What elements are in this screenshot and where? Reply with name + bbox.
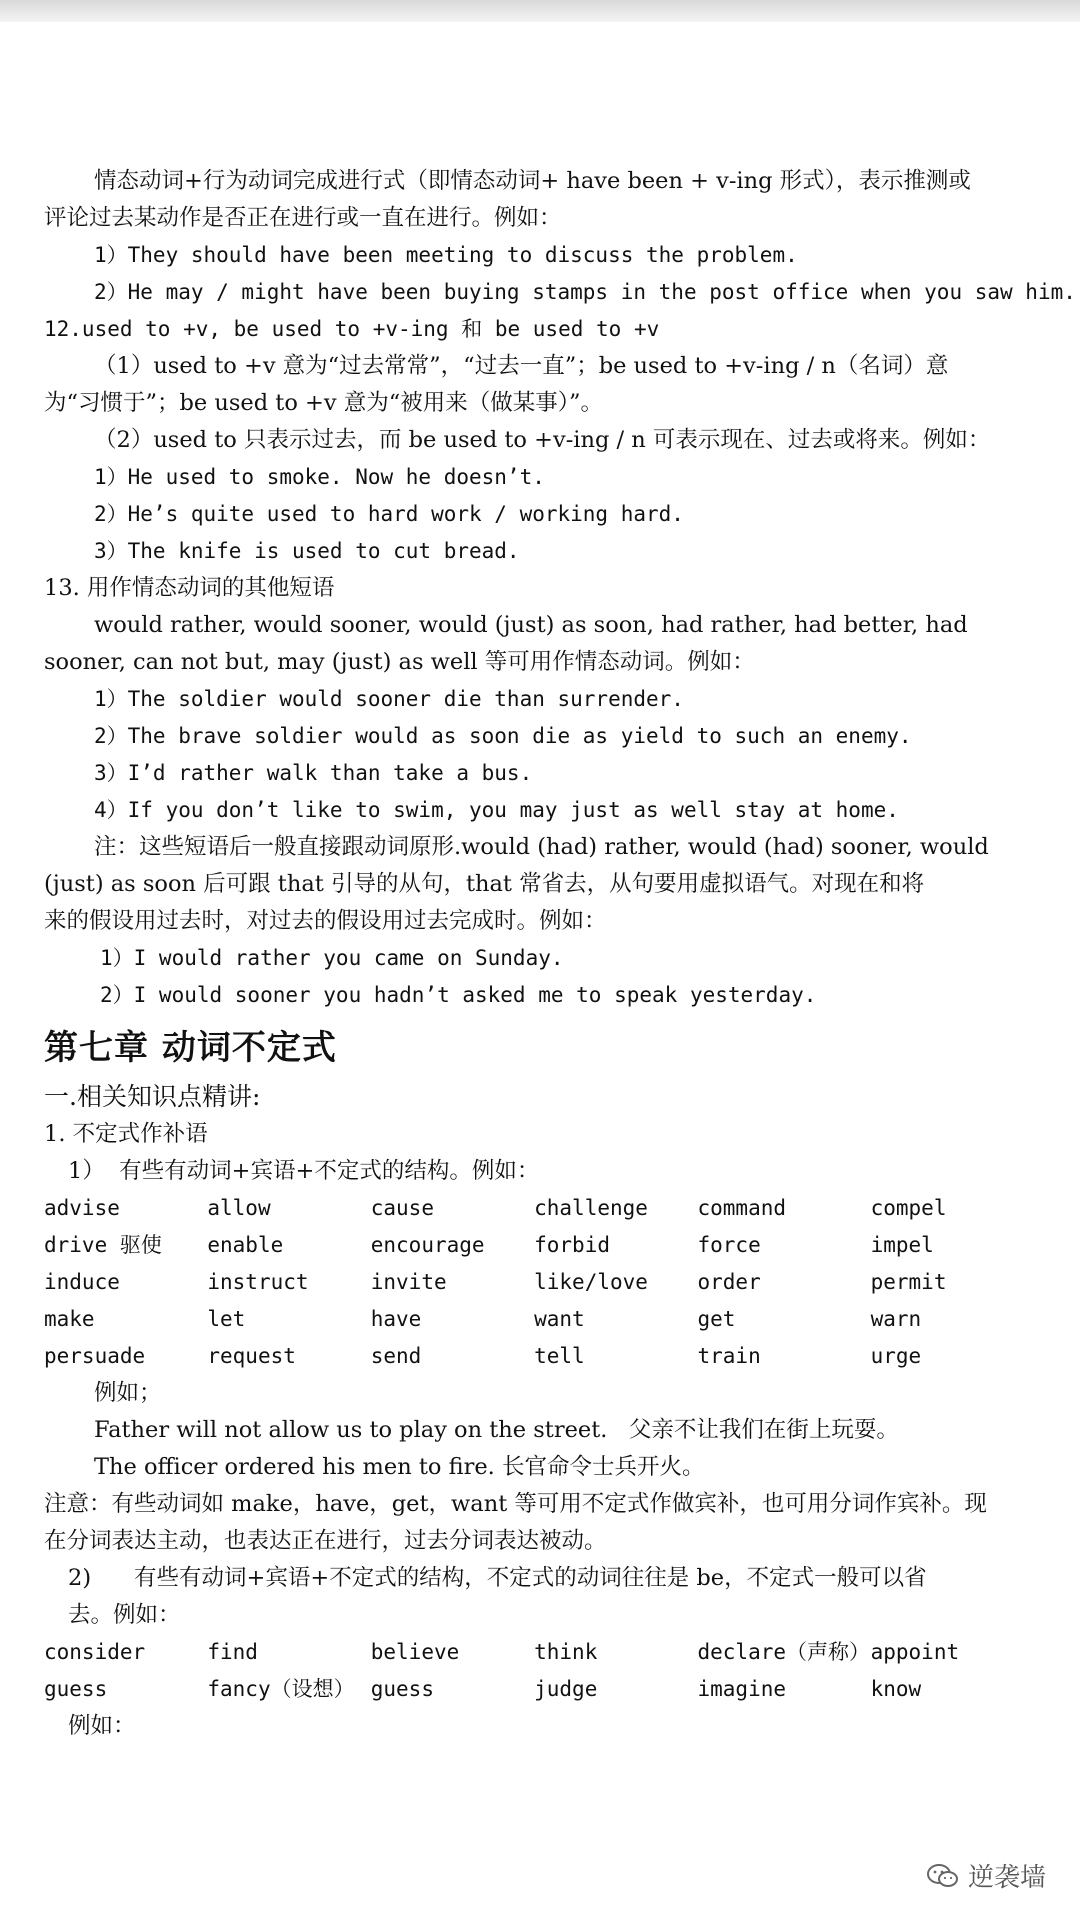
verb-grid-1 — [44, 1190, 1034, 1375]
text-line: 情态动词+行为动词完成进行式（即情态动词+ have been + v-ing 形式），表示推测或 — [94, 168, 971, 194]
text-line: 1）They should have been meeting to discuss the problem. — [94, 243, 798, 267]
verb-cell: let — [207, 1307, 246, 1331]
verb-cell: fancy（设想） — [207, 1677, 355, 1701]
verb-cell: compel — [870, 1196, 947, 1220]
verb-cell: imagine — [697, 1677, 787, 1701]
examples-block — [44, 1375, 1034, 1634]
verb-cell: command — [697, 1196, 787, 1220]
verb-cell: urge — [870, 1344, 922, 1368]
verb-cell: have — [370, 1307, 422, 1331]
verb-cell: train — [697, 1344, 761, 1368]
verb-row — [44, 1634, 1034, 1671]
text-line: 2）I would sooner you hadn’t asked me to speak yesterday. — [100, 983, 817, 1007]
verb-cell: challenge — [534, 1196, 648, 1220]
subsection-title: 1. 不定式作补语 — [44, 1121, 208, 1147]
verb-row — [44, 1264, 1034, 1301]
verb-cell: induce — [44, 1270, 120, 1294]
verb-cell: force — [697, 1233, 761, 1257]
text-line: The officer ordered his men to fire. 长官命令士兵开火。 — [94, 1454, 705, 1480]
verb-cell: enable — [207, 1233, 284, 1257]
text-line: would rather, would sooner, would (just) as soon, had rather, had better, had — [94, 612, 968, 638]
text-line: 13. 用作情态动词的其他短语 — [44, 575, 335, 601]
text-line: 3）I’d rather walk than take a bus. — [94, 761, 533, 785]
verb-cell: order — [697, 1270, 761, 1294]
verb-cell: consider — [44, 1640, 146, 1664]
verb-row — [44, 1190, 1034, 1227]
verb-cell: cause — [370, 1196, 434, 1220]
verb-cell: advise — [44, 1196, 120, 1220]
text-line: 来的假设用过去时，对过去的假设用过去完成时。例如： — [44, 908, 607, 934]
text-line: 12.used to +v, be used to +v-ing 和 be used to +v — [44, 317, 660, 341]
verb-cell: guess — [44, 1677, 108, 1701]
text-line: 2）He’s quite used to hard work / working hard. — [94, 502, 684, 526]
verb-grid-2 — [44, 1634, 1034, 1708]
wechat-icon — [926, 1863, 960, 1889]
text-line: sooner, can not but, may (just) as well 等可用作情态动词。例如： — [44, 649, 755, 675]
verb-cell: appoint — [870, 1640, 960, 1664]
verb-cell: get — [697, 1307, 736, 1331]
text-line: 在分词表达主动，也表达正在进行，过去分词表达被动。 — [44, 1528, 607, 1554]
verb-cell: persuade — [44, 1344, 146, 1368]
verb-cell: guess — [370, 1677, 434, 1701]
text-line: 2）He may / might have been buying stamps in the post office when you saw him. — [94, 280, 1076, 304]
verb-cell: make — [44, 1307, 95, 1331]
verb-cell: allow — [207, 1196, 271, 1220]
verb-cell: warn — [870, 1307, 922, 1331]
verb-row — [44, 1671, 1034, 1708]
text-line: 例如； — [94, 1380, 162, 1406]
text-line: 3）The knife is used to cut bread. — [94, 539, 520, 563]
verb-cell: know — [870, 1677, 922, 1701]
text-line: 1）He used to smoke. Now he doesn’t. — [94, 465, 545, 489]
example-label: 例如： — [68, 1713, 136, 1739]
verb-cell: tell — [534, 1344, 585, 1368]
text-line: 2）The brave soldier would as soon die as yield to such an enemy. — [94, 724, 912, 748]
text-line: 1）The soldier would sooner die than surrender. — [94, 687, 684, 711]
watermark-text: 逆袭墙 — [967, 1863, 1046, 1893]
text-line: 4）If you don’t like to swim, you may just as well stay at home. — [94, 798, 899, 822]
text-line: Father will not allow us to play on the street. 父亲不让我们在街上玩耍。 — [94, 1417, 899, 1443]
text-line: 2) 有些有动词+宾语+不定式的结构，不定式的动词往往是 be，不定式一般可以省 — [68, 1565, 927, 1591]
text-line: 1）I would rather you came on Sunday. — [100, 946, 564, 970]
verb-cell: request — [207, 1344, 296, 1368]
verb-cell: invite — [370, 1270, 447, 1294]
verb-cell: encourage — [370, 1233, 485, 1257]
text-line: 为“习惯于”；be used to +v 意为“被用来（做某事）”。 — [44, 390, 603, 416]
verb-cell: want — [534, 1307, 585, 1331]
verb-cell: drive 驱使 — [44, 1233, 162, 1257]
text-line: 评论过去某动作是否正在进行或一直在进行。例如： — [44, 205, 562, 231]
verb-row — [44, 1301, 1034, 1338]
verb-cell: send — [370, 1344, 422, 1368]
verb-row — [44, 1338, 1034, 1375]
document-page — [44, 163, 1076, 1745]
verb-cell: think — [534, 1640, 598, 1664]
verb-cell: declare（声称） — [697, 1640, 871, 1664]
subsection-item-1: 1） 有些有动词+宾语+不定式的结构。例如： — [68, 1158, 540, 1184]
watermark — [926, 1857, 1046, 1894]
section-modal-verbs — [44, 163, 1076, 1014]
text-line: （2）used to 只表示过去，而 be used to +v-ing / n 可表示现在、过去或将来。例如： — [94, 427, 991, 453]
text-line: 注：这些短语后一般直接跟动词原形.would (had) rather, would (had) sooner, would — [94, 834, 989, 860]
section-title: 一.相关知识点精讲: — [44, 1082, 261, 1111]
verb-cell: instruct — [207, 1270, 309, 1294]
text-line: 去。例如： — [68, 1602, 181, 1628]
verb-cell: forbid — [534, 1233, 610, 1257]
text-line: (just) as soon 后可跟 that 引导的从句，that 常省去，从句要用虚拟语气。对现在和将 — [44, 871, 925, 897]
verb-cell: like/love — [534, 1270, 648, 1294]
verb-cell: believe — [370, 1640, 460, 1664]
verb-row — [44, 1227, 1034, 1264]
verb-cell: find — [207, 1640, 258, 1664]
text-line: （1）used to +v 意为“过去常常”，“过去一直”；be used to +v-ing / n（名词）意 — [94, 353, 949, 379]
verb-cell: impel — [870, 1233, 934, 1257]
text-line: 注意：有些动词如 make，have，get，want 等可用不定式作做宾补，也可用分词作宾补。现 — [44, 1491, 987, 1517]
chapter-title: 第七章 动词不定式 — [44, 1028, 337, 1068]
verb-cell: permit — [870, 1270, 947, 1294]
verb-cell: judge — [534, 1677, 598, 1701]
top-shadow-bar — [0, 0, 1080, 22]
